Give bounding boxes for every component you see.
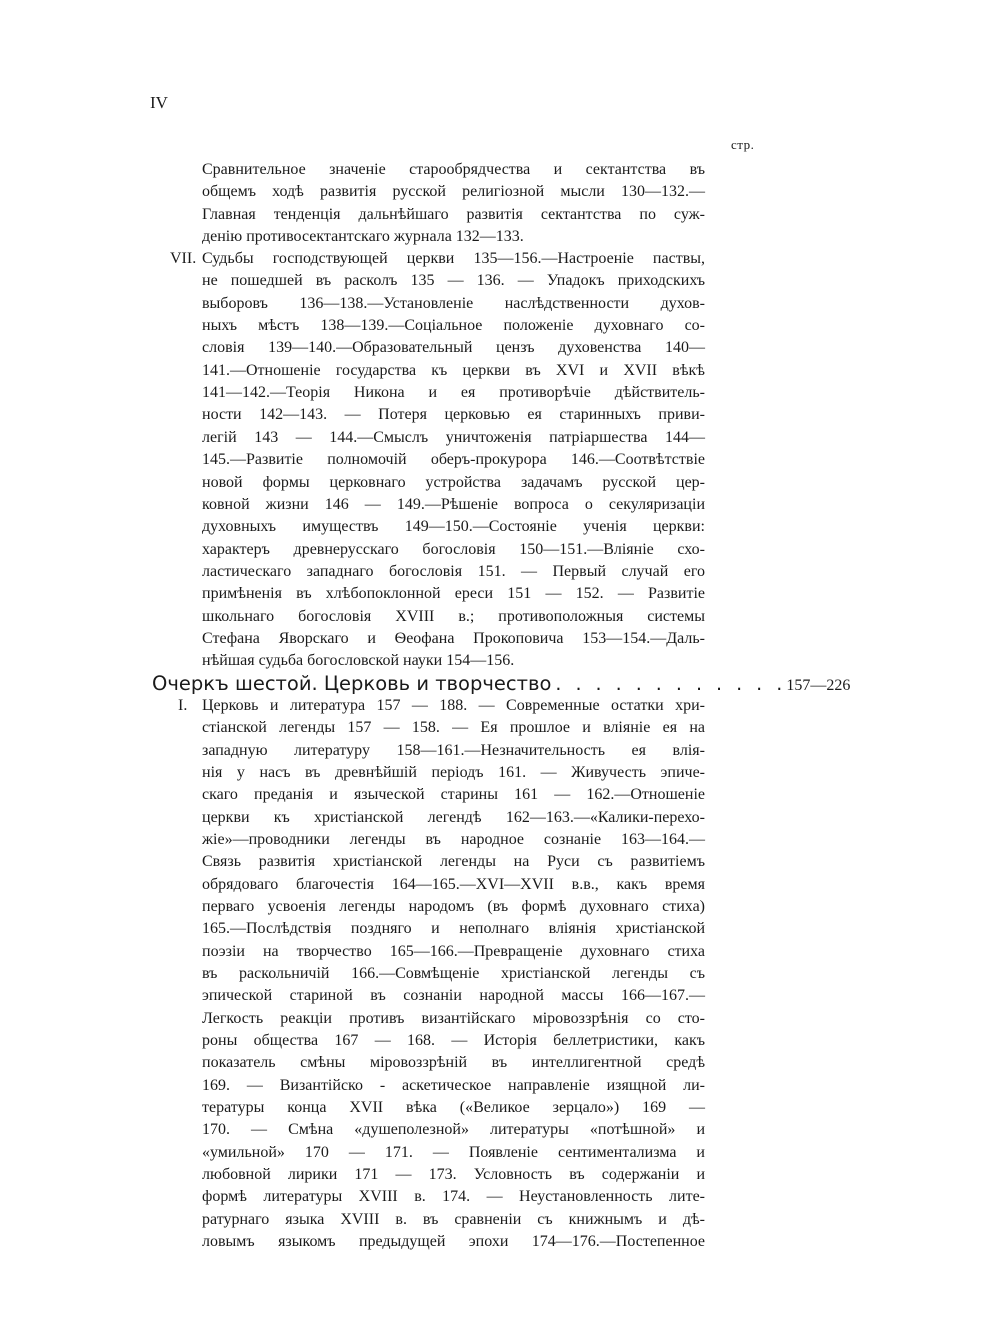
- text-line: западную литературу 158—161.—Незначительность ея влія-: [202, 741, 705, 759]
- text-line: формѣ литературы XVIII в. 174. — Неустановленность лите-: [202, 1188, 705, 1206]
- chapter-leader-dots: . . . . . . . . . . . .: [555, 673, 787, 695]
- text-line: 145.—Развитіе полномочій оберъ-прокурора 146.—Соотвѣтствіе: [202, 451, 705, 469]
- text-line: любовной лирики 171 — 173. Условность въ содержаніи и: [202, 1165, 705, 1183]
- text-line: нѣйшая судьба богословской науки 154—156.: [202, 652, 515, 670]
- section-vii-number: VII.: [170, 250, 197, 267]
- text-line: словія 139—140.—Образовательный цензъ духовенства 140—: [202, 339, 705, 357]
- text-line: 141.—Отношеніе государства къ церкви въ XVI и XVII вѣкѣ: [202, 361, 705, 379]
- text-line: Связь развитія христіанской легенды на Руси съ развитіемъ: [202, 853, 705, 871]
- text-line: новой формы церковнаго устройства задачамъ русской цер-: [202, 473, 705, 491]
- page-column-header: стр.: [731, 137, 755, 152]
- text-line: ности 142—143. — Потеря церковью ея старинныхъ приви-: [202, 406, 705, 424]
- text-line: въ раскольничій 166.—Совмѣщеніе христіанской легенды съ: [202, 964, 705, 982]
- text-line: скаго преданія и языческой старины 161 — 162.—Отношеніе: [202, 786, 705, 804]
- text-line: Сравнительное значеніе старообрядчества и сектантства въ: [202, 161, 705, 178]
- text-line: стіанской легенды 157 — 158. — Ея прошлое и вліяніе ея на: [202, 719, 705, 737]
- text-line: эпической стариной въ сознаніи народной массы 166—167.—: [202, 987, 705, 1005]
- text-line: жіе»—проводники легенды въ народное сознаніе 163—164.—: [202, 830, 705, 848]
- text-line: тературы конца XVII вѣка («Великое зерцало») 169 —: [202, 1098, 705, 1116]
- chapter-title: Очеркъ шестой. Церковь и творчество: [152, 672, 552, 695]
- chapter-pages: 157—226: [786, 677, 851, 694]
- text-line: «умильной» 170 — 171. — Появленіе сентиментализма и: [202, 1143, 705, 1161]
- text-line: перваго усвоенія легенды народомъ (въ формѣ духовнаго стиха): [202, 897, 705, 915]
- text-line: денію противосектантскаго журнала 132—133.: [202, 228, 524, 246]
- text-line: не пошедшей въ расколъ 135 — 136. — Упадокъ приходскихъ: [202, 272, 705, 290]
- text-line: общемъ ходѣ развитія русской религіозной мысли 130—132.—: [202, 183, 705, 201]
- text-line: легій 143 — 144.—Смыслъ уничтоженія патріаршества 144—: [202, 428, 705, 446]
- text-line: ластическаго западнаго богословія 151. — Первый случай его: [202, 562, 705, 580]
- text-line: роны общества 167 — 168. — Исторія беллетристики, какъ: [202, 1031, 705, 1049]
- text-line: примѣненія въ хлѣбопоклонной ереси 151 — 152. — Развитіе: [202, 585, 705, 603]
- text-line: школьнаго богословія XVIII в.; противоположныя системы: [202, 607, 705, 625]
- text-line: выборовъ 136—138.—Установленіе наслѣдственности духов-: [202, 294, 705, 312]
- text-line: Главная тенденція дальнѣйшаго развитія сектантства по суж-: [202, 205, 705, 223]
- text-line: ковной жизни 146 — 149.—Рѣшеніе вопроса о секуляризаціи: [202, 495, 705, 513]
- text-line: нія у насъ въ древнѣйшій періодъ 161. — Живучесть эпиче-: [202, 763, 705, 781]
- text-line: ныхъ мѣстъ 138—139.—Соціальное положеніе духовнаго со-: [202, 317, 705, 335]
- text-line: 170. — Смѣна «душеполезной» литературы «потѣшной» и: [202, 1121, 705, 1139]
- text-line: ратурнаго языка XVIII в. въ сравненіи съ книжнымъ и дѣ-: [202, 1210, 705, 1228]
- text-line: ловымъ языкомъ предыдущей эпохи 174—176.—Постепенное: [202, 1232, 705, 1250]
- text-line: Церковь и литература 157 — 188. — Современные остатки хри-: [202, 697, 705, 714]
- text-line: Стефана Яворскаго и Ѳеофана Прокоповича 153—154.—Даль-: [202, 629, 705, 647]
- toc-chapter-six: [152, 671, 851, 697]
- page-number: IV: [150, 93, 168, 112]
- text-line: обрядоваго благочестія 164—165.—XVI—XVII в.в., какъ время: [202, 875, 705, 893]
- text-line: духовныхъ имуществъ 149—150.—Состояніе ученія церкви:: [202, 518, 705, 536]
- text-line: характеръ древнерусскаго богословія 150—151.—Вліяніе схо-: [202, 540, 705, 558]
- text-line: показатель смѣны міровоззрѣній въ интеллигентной средѣ: [202, 1054, 705, 1072]
- text-line: 141—142.—Теорія Никона и ея противорѣчіе дѣйствитель-: [202, 384, 705, 402]
- text-line: Легкость реакціи противъ византійскаго міровоззрѣнія со сто-: [202, 1009, 705, 1027]
- text-line: 165.—Послѣдствія поздняго и неполнаго вліянія христіанской: [202, 920, 705, 938]
- text-line: Судьбы господствующей церкви 135—156.—Настроеніе паствы,: [202, 250, 705, 267]
- text-line: поэзіи на творчество 165—166.—Превращеніе духовнаго стиха: [202, 942, 705, 960]
- section-i-number: I.: [178, 697, 188, 714]
- text-line: церкви къ христіанской легендѣ 162—163.—«Калики-перехо-: [202, 808, 705, 826]
- text-line: 169. — Византійско - аскетическое направленіе изящной ли-: [202, 1076, 705, 1094]
